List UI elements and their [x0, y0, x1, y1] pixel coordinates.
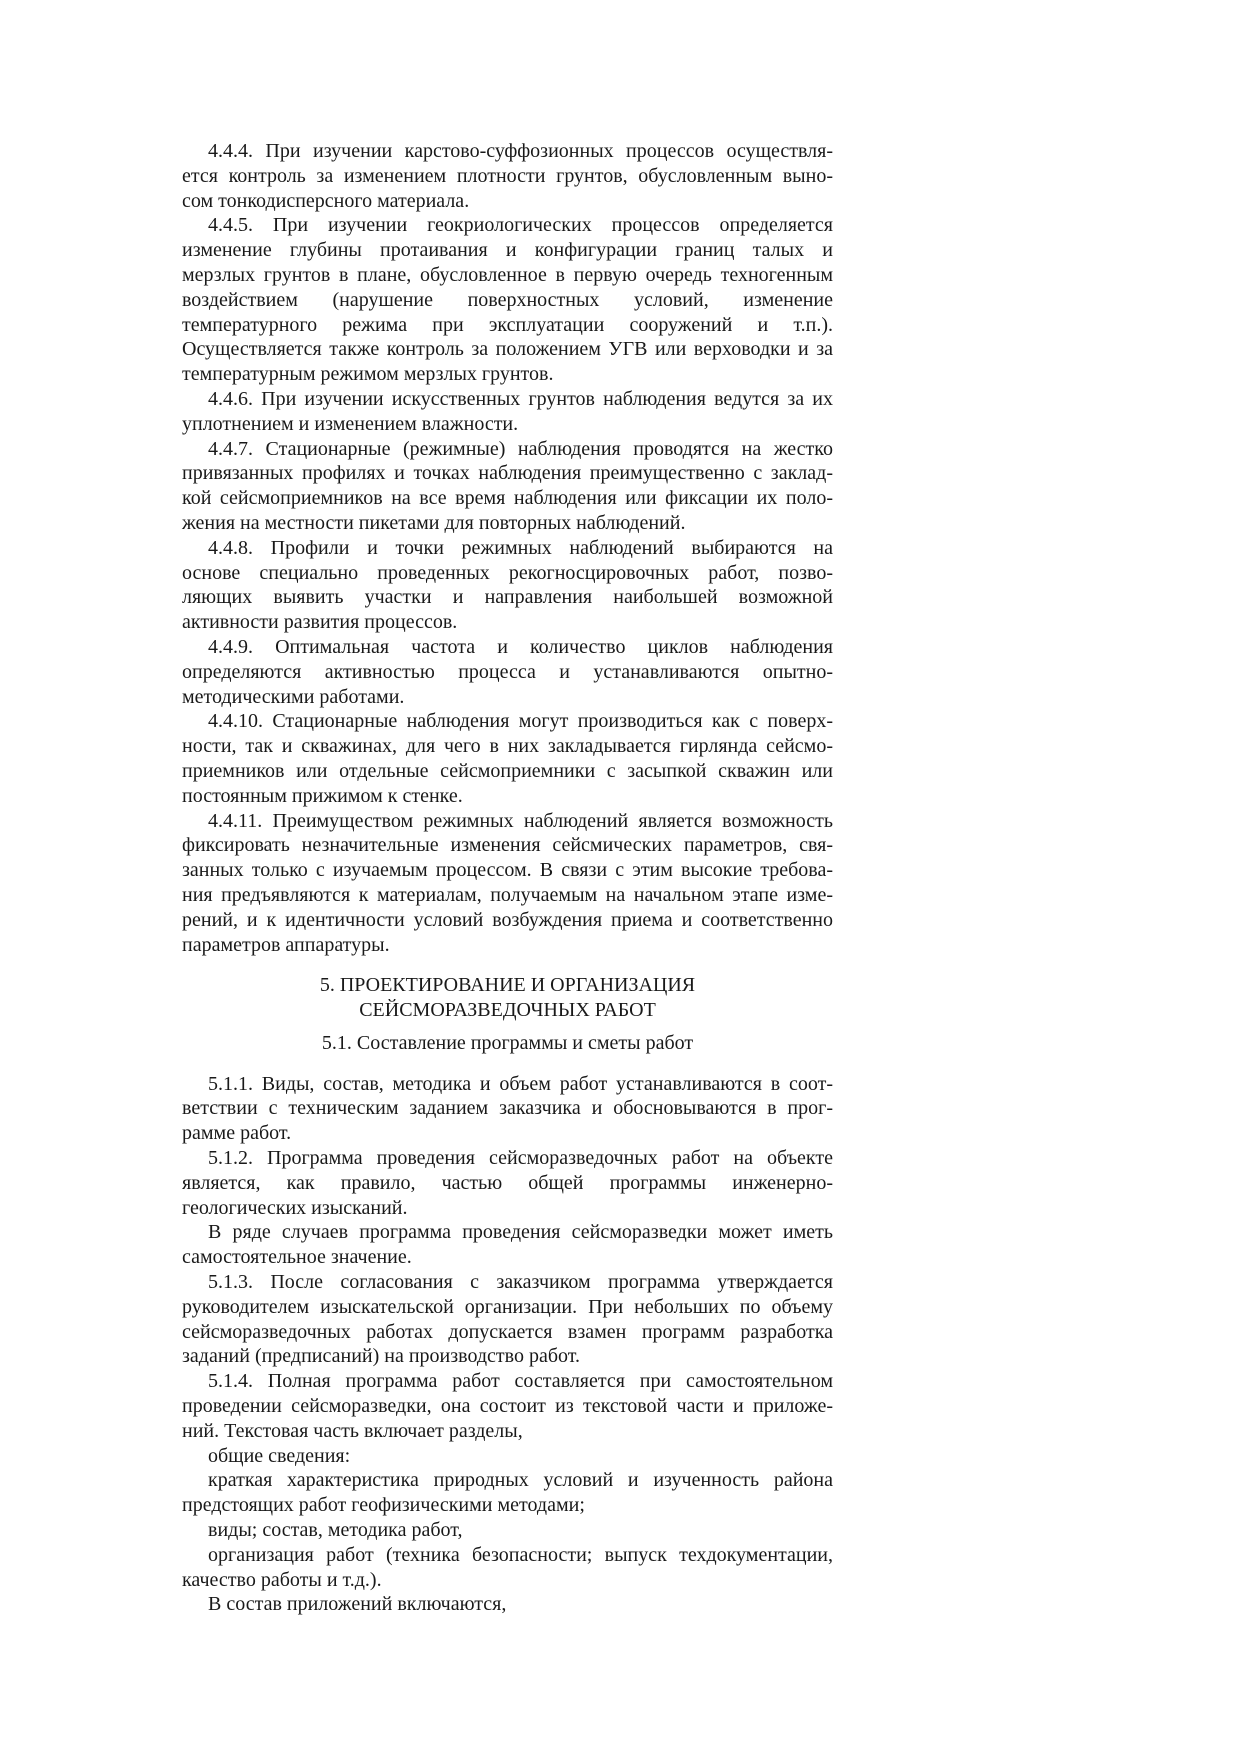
text-line: общие сведения: — [208, 1444, 351, 1467]
paragraph — [182, 437, 833, 536]
text-line: 5.1.2. Программа проведения сейсморазведочных работ на объекте — [208, 1147, 833, 1170]
text-line: 5. ПРОЕКТИРОВАНИЕ И ОРГАНИЗАЦИЯ — [319, 974, 696, 997]
text-line: ний. Текстовая часть включает разделы, — [182, 1419, 523, 1442]
paragraph — [182, 1444, 833, 1469]
text-line: заданий (предписаний) на производство работ. — [182, 1345, 581, 1368]
text-line: сом тонкодисперсного материала. — [182, 189, 470, 212]
text-line: 4.4.5. При изучении геокриологических процессов определяется — [208, 214, 833, 237]
text-line: кой сейсмоприемников на все время наблюдения или фиксации их поло- — [182, 487, 833, 510]
text-line: активности развития процессов. — [182, 611, 458, 634]
text-line: жения на местности пикетами для повторных наблюдений. — [182, 511, 686, 534]
text-line: 5.1.3. После согласования с заказчиком программа утверждается — [208, 1271, 833, 1294]
text-line: 4.4.8. Профили и точки режимных наблюдений выбираются на — [208, 536, 833, 559]
paragraph — [182, 1270, 833, 1369]
text-line: является, как правило, частью общей программы инженерно- — [182, 1171, 833, 1194]
text-line: В ряде случаев программа проведения сейсморазведки может иметь — [208, 1221, 833, 1244]
paragraph — [182, 1220, 833, 1270]
text-line: ется контроль за изменением плотности грунтов, обусловленным выно- — [182, 164, 833, 187]
text-line: Осуществляется также контроль за положением УГВ или верховодки и за — [182, 338, 833, 361]
text-line: рений, и к идентичности условий возбуждения приема и соответственно — [182, 908, 833, 931]
paragraph — [182, 1369, 833, 1443]
text-line: 5.1.1. Виды, состав, методика и объем работ устанавливаются в соот- — [208, 1072, 833, 1095]
text-line: 4.4.11. Преимуществом режимных наблюдений является возможность — [208, 809, 833, 832]
text-line: 4.4.4. При изучении карстово-суффозионных процессов осуществля- — [208, 140, 833, 162]
text-line: ветствии с техническим заданием заказчика и обосновываются в прог- — [182, 1097, 833, 1120]
text-line: самостоятельное значение. — [182, 1246, 412, 1269]
text-line: приемников или отдельные сейсмоприемники с засыпкой скважин или — [182, 759, 833, 782]
text-line: 5.1.4. Полная программа работ составляется при самостоятельном — [208, 1370, 833, 1393]
text-line: краткая характеристика природных условий и изученность района — [208, 1469, 833, 1492]
paragraph — [182, 1543, 833, 1593]
text-line: предстоящих работ геофизическими методами; — [182, 1494, 585, 1517]
paragraph — [182, 536, 833, 635]
text-line: температурным режимом мерзлых грунтов. — [182, 363, 554, 386]
text-line: сейсморазведочных работах допускается взамен программ разработка — [182, 1320, 833, 1343]
text-line: параметров аппаратуры. — [182, 933, 390, 956]
text-line: уплотнением и изменением влажности. — [182, 412, 519, 435]
text-column — [182, 139, 833, 1617]
text-line: 5.1. Составление программы и сметы работ — [321, 1031, 694, 1054]
paragraph — [182, 635, 833, 709]
text-line: проведении сейсморазведки, она состоит из текстовой части и приложе- — [182, 1395, 833, 1418]
text-line: изменение глубины протаивания и конфигурации границ талых и — [182, 239, 833, 262]
text-line: В состав приложений включаются, — [208, 1593, 507, 1616]
paragraph — [182, 709, 833, 808]
text-line: мерзлых грунтов в плане, обусловленное в первую очередь техногенным — [182, 263, 833, 286]
section-subheading — [182, 1031, 833, 1056]
text-line: геологических изысканий. — [182, 1196, 408, 1219]
text-line: рамме работ. — [182, 1122, 292, 1145]
text-line: постоянным прижимом к стенке. — [182, 784, 463, 807]
paragraph — [182, 1592, 833, 1617]
paragraph — [182, 213, 833, 387]
text-line: организация работ (техника безопасности; выпуск техдокументации, — [208, 1543, 833, 1566]
text-line: привязанных профилях и точках наблюдения преимущественно с заклад- — [182, 462, 833, 485]
text-line: занных только с изучаемым процессом. В связи с этим высокие требова- — [182, 859, 833, 882]
text-line: температурного режима при эксплуатации сооружений и т.п.). — [182, 313, 833, 336]
text-line: качество работы и т.д.). — [182, 1568, 382, 1591]
paragraph — [182, 809, 833, 958]
section-heading — [182, 973, 833, 1023]
text-line: ляющих выявить участки и направления наибольшей возможной — [182, 586, 833, 609]
text-line: ности, так и скважинах, для чего в них закладывается гирлянда сейсмо- — [182, 735, 833, 758]
paragraph — [182, 139, 833, 213]
paragraph — [182, 1146, 833, 1220]
text-line: 4.4.9. Оптимальная частота и количество циклов наблюдения — [208, 635, 833, 658]
text-line: руководителем изыскательской организации. При небольших по объему — [182, 1295, 833, 1318]
text-line: основе специально проведенных рекогносцировочных работ, позво- — [182, 561, 833, 584]
text-line: виды; состав, методика работ, — [208, 1519, 463, 1542]
text-line: 4.4.7. Стационарные (режимные) наблюдения проводятся на жестко — [208, 437, 833, 460]
text-line: воздействием (нарушение поверхностных условий, изменение — [182, 288, 833, 311]
text-line: СЕЙСМОРАЗВЕДОЧНЫХ РАБОТ — [359, 999, 656, 1022]
paragraph — [182, 1468, 833, 1518]
paragraph — [182, 387, 833, 437]
text-line: 4.4.6. При изучении искусственных грунтов наблюдения ведутся за их — [208, 387, 833, 410]
paragraph — [182, 1518, 833, 1543]
text-line: определяются активностью процесса и устанавливаются опытно- — [182, 660, 833, 683]
text-line: ния предъявляются к материалам, получаемым на начальном этапе изме- — [182, 883, 833, 906]
text-line: 4.4.10. Стационарные наблюдения могут производиться как с поверх- — [208, 710, 833, 733]
text-line: методическими работами. — [182, 685, 405, 708]
paragraph — [182, 1072, 833, 1146]
text-line: фиксировать незначительные изменения сейсмических параметров, свя- — [182, 834, 833, 857]
